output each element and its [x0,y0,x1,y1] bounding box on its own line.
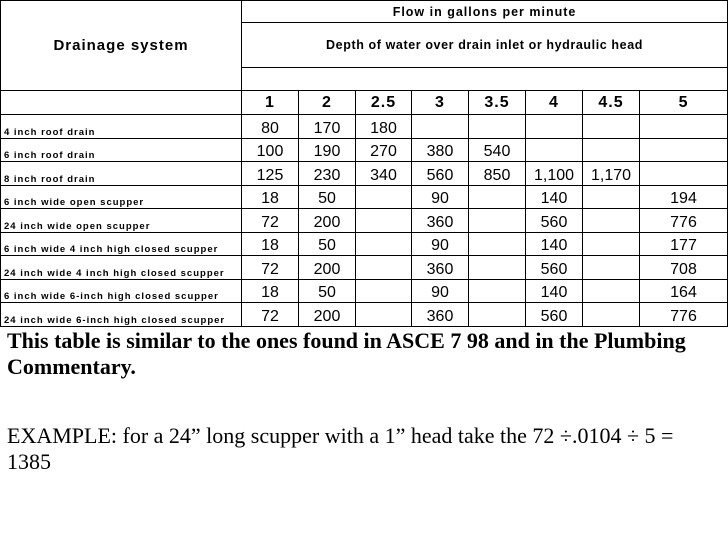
flow-cell: 380 [412,138,469,162]
flow-cell [583,185,640,209]
depth-column-header: 4.5 [583,91,640,115]
flow-cell [469,232,526,256]
flow-cell [469,256,526,280]
flow-cell: 560 [412,162,469,186]
row-label: 6 inch wide open scupper [1,185,242,209]
flow-cell: 164 [640,279,728,303]
row-label: 4 inch roof drain [1,115,242,139]
flow-cell [469,185,526,209]
flow-cell: 340 [356,162,412,186]
example-note: EXAMPLE: for a 24” long scupper with a 1” head take the 72 ÷.0104 ÷ 5 = 1385 [7,423,674,474]
flow-cell [469,115,526,139]
flow-cell: 125 [242,162,299,186]
flow-cell: 18 [242,185,299,209]
table-row [1,209,728,233]
row-label: 6 inch roof drain [1,138,242,162]
flow-cell: 776 [640,209,728,233]
flow-cell [583,115,640,139]
flow-cell: 140 [526,185,583,209]
flow-cell: 1,100 [526,162,583,186]
row-label: 24 inch wide open scupper [1,209,242,233]
flow-cell: 90 [412,232,469,256]
row-label: 24 inch wide 6-inch high closed scupper [1,303,242,327]
flow-cell: 776 [640,303,728,327]
flow-cell: 72 [242,256,299,280]
flow-cell: 560 [526,303,583,327]
depth-column-header: 2.5 [356,91,412,115]
flow-cell: 140 [526,279,583,303]
table-row [1,185,728,209]
flow-cell: 90 [412,185,469,209]
depth-column-header: 1 [242,91,299,115]
flow-cell: 850 [469,162,526,186]
table-row [1,138,728,162]
flow-cell: 200 [299,256,356,280]
table-row [1,115,728,139]
flow-cell [640,115,728,139]
flow-cell [356,185,412,209]
table-row [1,279,728,303]
flow-cell [640,162,728,186]
flow-cell [583,138,640,162]
flow-cell [356,232,412,256]
flow-cell [526,115,583,139]
row-label: 8 inch roof drain [1,162,242,186]
header-spacer [242,68,728,91]
flow-cell: 80 [242,115,299,139]
flow-cell [583,303,640,327]
flow-cell: 180 [356,115,412,139]
flow-cell: 72 [242,303,299,327]
flow-cell: 560 [526,256,583,280]
flow-cell: 140 [526,232,583,256]
flow-cell: 1,170 [583,162,640,186]
table-row [1,256,728,280]
flow-cell [356,209,412,233]
table-row [1,303,728,327]
flow-cell: 560 [526,209,583,233]
flow-cell: 230 [299,162,356,186]
row-label: 24 inch wide 4 inch high closed scupper [1,256,242,280]
flow-cell [356,303,412,327]
flow-cell: 194 [640,185,728,209]
table-row [1,232,728,256]
row-label: 6 inch wide 6-inch high closed scupper [1,279,242,303]
flow-cell [356,256,412,280]
flow-cell: 360 [412,256,469,280]
flow-header: Flow in gallons per minute [242,1,728,23]
flow-cell: 50 [299,279,356,303]
flow-cell [469,279,526,303]
row-label: 6 inch wide 4 inch high closed scupper [1,232,242,256]
flow-cell: 72 [242,209,299,233]
flow-cell: 540 [469,138,526,162]
flow-cell: 200 [299,209,356,233]
depth-column-header: 3.5 [469,91,526,115]
flow-cell: 177 [640,232,728,256]
flow-cell [469,303,526,327]
flow-cell: 190 [299,138,356,162]
depth-column-header: 2 [299,91,356,115]
flow-cell: 170 [299,115,356,139]
flow-cell [469,209,526,233]
flow-cell [583,232,640,256]
flow-cell: 100 [242,138,299,162]
flow-cell [583,209,640,233]
notes [7,328,722,475]
flow-cell [640,138,728,162]
depth-row-label-blank [1,91,242,115]
flow-cell: 18 [242,232,299,256]
depth-column-header: 4 [526,91,583,115]
flow-cell [583,279,640,303]
flow-cell: 360 [412,303,469,327]
flow-cell: 270 [356,138,412,162]
table-row [1,162,728,186]
flow-cell: 708 [640,256,728,280]
flow-cell [412,115,469,139]
flow-cell: 50 [299,232,356,256]
flow-cell: 90 [412,279,469,303]
flow-cell [526,138,583,162]
flow-cell: 50 [299,185,356,209]
flow-cell: 360 [412,209,469,233]
flow-cell: 200 [299,303,356,327]
depth-column-header: 5 [640,91,728,115]
flow-cell: 18 [242,279,299,303]
drainage-system-header: Drainage system [1,1,242,91]
flow-cell [356,279,412,303]
flow-cell [583,256,640,280]
depth-header: Depth of water over drain inlet or hydraulic head [242,23,728,68]
table-note: This table is similar to the ones found in ASCE 7 98 and in the Plumbing Commentary. [7,328,686,379]
depth-column-header: 3 [412,91,469,115]
